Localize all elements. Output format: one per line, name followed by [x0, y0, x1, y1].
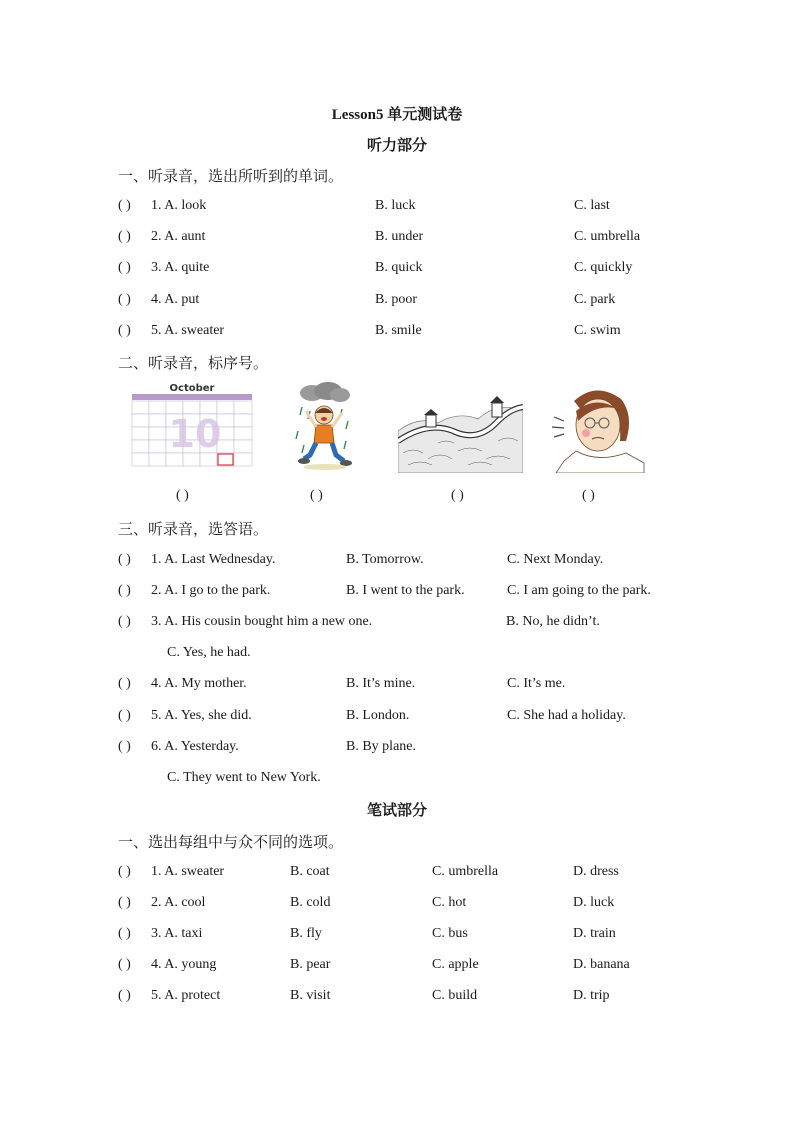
calendar-month: October	[169, 383, 215, 394]
calendar-picture	[130, 381, 254, 473]
answer-blank[interactable]: ( )	[118, 614, 131, 629]
option-c: C. Yes, he had.	[167, 645, 251, 660]
picture-row	[118, 381, 658, 476]
option-b: B. visit	[290, 988, 331, 1003]
option-a: 3. A. His cousin bought him a new one.	[151, 614, 373, 629]
answer-blank[interactable]: ( )	[118, 260, 131, 275]
answer-blank[interactable]: ( )	[118, 739, 131, 754]
listening-heading: 听力部分	[366, 138, 427, 154]
option-b: B. London.	[346, 708, 410, 723]
option-a: 1. A. Last Wednesday.	[151, 552, 276, 567]
question-row-continued	[118, 645, 718, 665]
option-c: C. apple	[432, 957, 479, 972]
option-b: B. smile	[375, 323, 422, 338]
sick-girl-picture	[546, 381, 646, 473]
calendar-big-date: 10	[168, 412, 222, 456]
question-row-continued	[118, 770, 718, 790]
rain-boy-picture	[290, 381, 360, 473]
option-a: 4. A. put	[151, 292, 200, 307]
listening-part1-instruction: 一、听录音，选出所听到的单词。	[118, 169, 344, 185]
option-a: 3. A. quite	[151, 260, 210, 275]
option-b: B. luck	[375, 198, 416, 213]
question-row	[118, 198, 718, 218]
great-wall-picture	[398, 381, 523, 473]
option-b: B. By plane.	[346, 739, 416, 754]
picture-4-blank[interactable]: ( )	[582, 488, 595, 503]
option-a: 5. A. protect	[151, 988, 221, 1003]
option-c: C. swim	[574, 323, 621, 338]
answer-blank[interactable]: ( )	[118, 895, 131, 910]
answer-blank[interactable]: ( )	[118, 292, 131, 307]
option-a: 1. A. sweater	[151, 864, 225, 879]
question-row	[118, 583, 718, 603]
question-row	[118, 926, 718, 946]
answer-blank[interactable]: ( )	[118, 926, 131, 941]
answer-blank[interactable]: ( )	[118, 864, 131, 879]
option-b: B. coat	[290, 864, 330, 879]
option-a: 5. A. sweater	[151, 323, 225, 338]
option-c: C. I am going to the park.	[507, 583, 651, 598]
option-d: D. train	[573, 926, 616, 941]
option-c: C. build	[432, 988, 478, 1003]
option-a: 2. A. cool	[151, 895, 206, 910]
page-title: Lesson5 单元测试卷	[331, 107, 463, 123]
question-row	[118, 864, 718, 884]
question-row	[118, 895, 718, 915]
option-b: B. poor	[375, 292, 417, 307]
question-row	[118, 676, 718, 696]
option-b: B. Tomorrow.	[346, 552, 424, 567]
option-a: 2. A. aunt	[151, 229, 206, 244]
option-b: B. I went to the park.	[346, 583, 465, 598]
option-d: D. banana	[573, 957, 630, 972]
option-b: B. under	[375, 229, 424, 244]
option-c: C. hot	[432, 895, 467, 910]
option-c: C. umbrella	[574, 229, 641, 244]
option-b: B. cold	[290, 895, 331, 910]
option-d: D. luck	[573, 895, 615, 910]
picture-1-blank[interactable]: ( )	[176, 488, 189, 503]
option-a: 6. A. Yesterday.	[151, 739, 239, 754]
answer-blank[interactable]: ( )	[118, 708, 131, 723]
question-row	[118, 957, 718, 977]
option-a: 4. A. My mother.	[151, 676, 247, 691]
option-b: B. fly	[290, 926, 322, 941]
picture-2-blank[interactable]: ( )	[310, 488, 323, 503]
answer-blank[interactable]: ( )	[118, 229, 131, 244]
option-a: 4. A. young	[151, 957, 217, 972]
option-a: 3. A. taxi	[151, 926, 203, 941]
answer-blank[interactable]: ( )	[118, 583, 131, 598]
question-row	[118, 552, 718, 572]
answer-blank[interactable]: ( )	[118, 676, 131, 691]
answer-blank[interactable]: ( )	[118, 988, 131, 1003]
option-c: C. park	[574, 292, 616, 307]
answer-blank[interactable]: ( )	[118, 198, 131, 213]
option-c: C. It’s me.	[507, 676, 566, 691]
option-b: B. pear	[290, 957, 331, 972]
writing-part1-instruction: 一、选出每组中与众不同的选项。	[118, 835, 344, 851]
question-row	[118, 988, 718, 1008]
option-b: B. It’s mine.	[346, 676, 416, 691]
question-row	[118, 229, 718, 249]
option-a: 1. A. look	[151, 198, 207, 213]
option-a: 5. A. Yes, she did.	[151, 708, 252, 723]
answer-blank[interactable]: ( )	[118, 323, 131, 338]
question-row	[118, 292, 718, 312]
option-b: B. quick	[375, 260, 423, 275]
option-b: B. No, he didn’t.	[506, 614, 600, 629]
listening-part3-instruction: 三、听录音，选答语。	[118, 522, 269, 538]
answer-blank[interactable]: ( )	[118, 552, 131, 567]
question-row	[118, 708, 718, 728]
option-a: 2. A. I go to the park.	[151, 583, 271, 598]
question-row	[118, 323, 718, 343]
option-c: C. They went to New York.	[167, 770, 321, 785]
option-d: D. dress	[573, 864, 619, 879]
option-c: C. umbrella	[432, 864, 499, 879]
answer-blank[interactable]: ( )	[118, 957, 131, 972]
option-c: C. She had a holiday.	[507, 708, 626, 723]
listening-part2-instruction: 二、听录音，标序号。	[118, 356, 269, 372]
question-row	[118, 739, 718, 759]
option-d: D. trip	[573, 988, 610, 1003]
option-c: C. last	[574, 198, 610, 213]
writing-heading: 笔试部分	[366, 803, 427, 819]
picture-3-blank[interactable]: ( )	[451, 488, 464, 503]
question-row	[118, 260, 718, 280]
option-c: C. bus	[432, 926, 468, 941]
option-c: C. Next Monday.	[507, 552, 604, 567]
question-row	[118, 614, 718, 634]
option-c: C. quickly	[574, 260, 633, 275]
